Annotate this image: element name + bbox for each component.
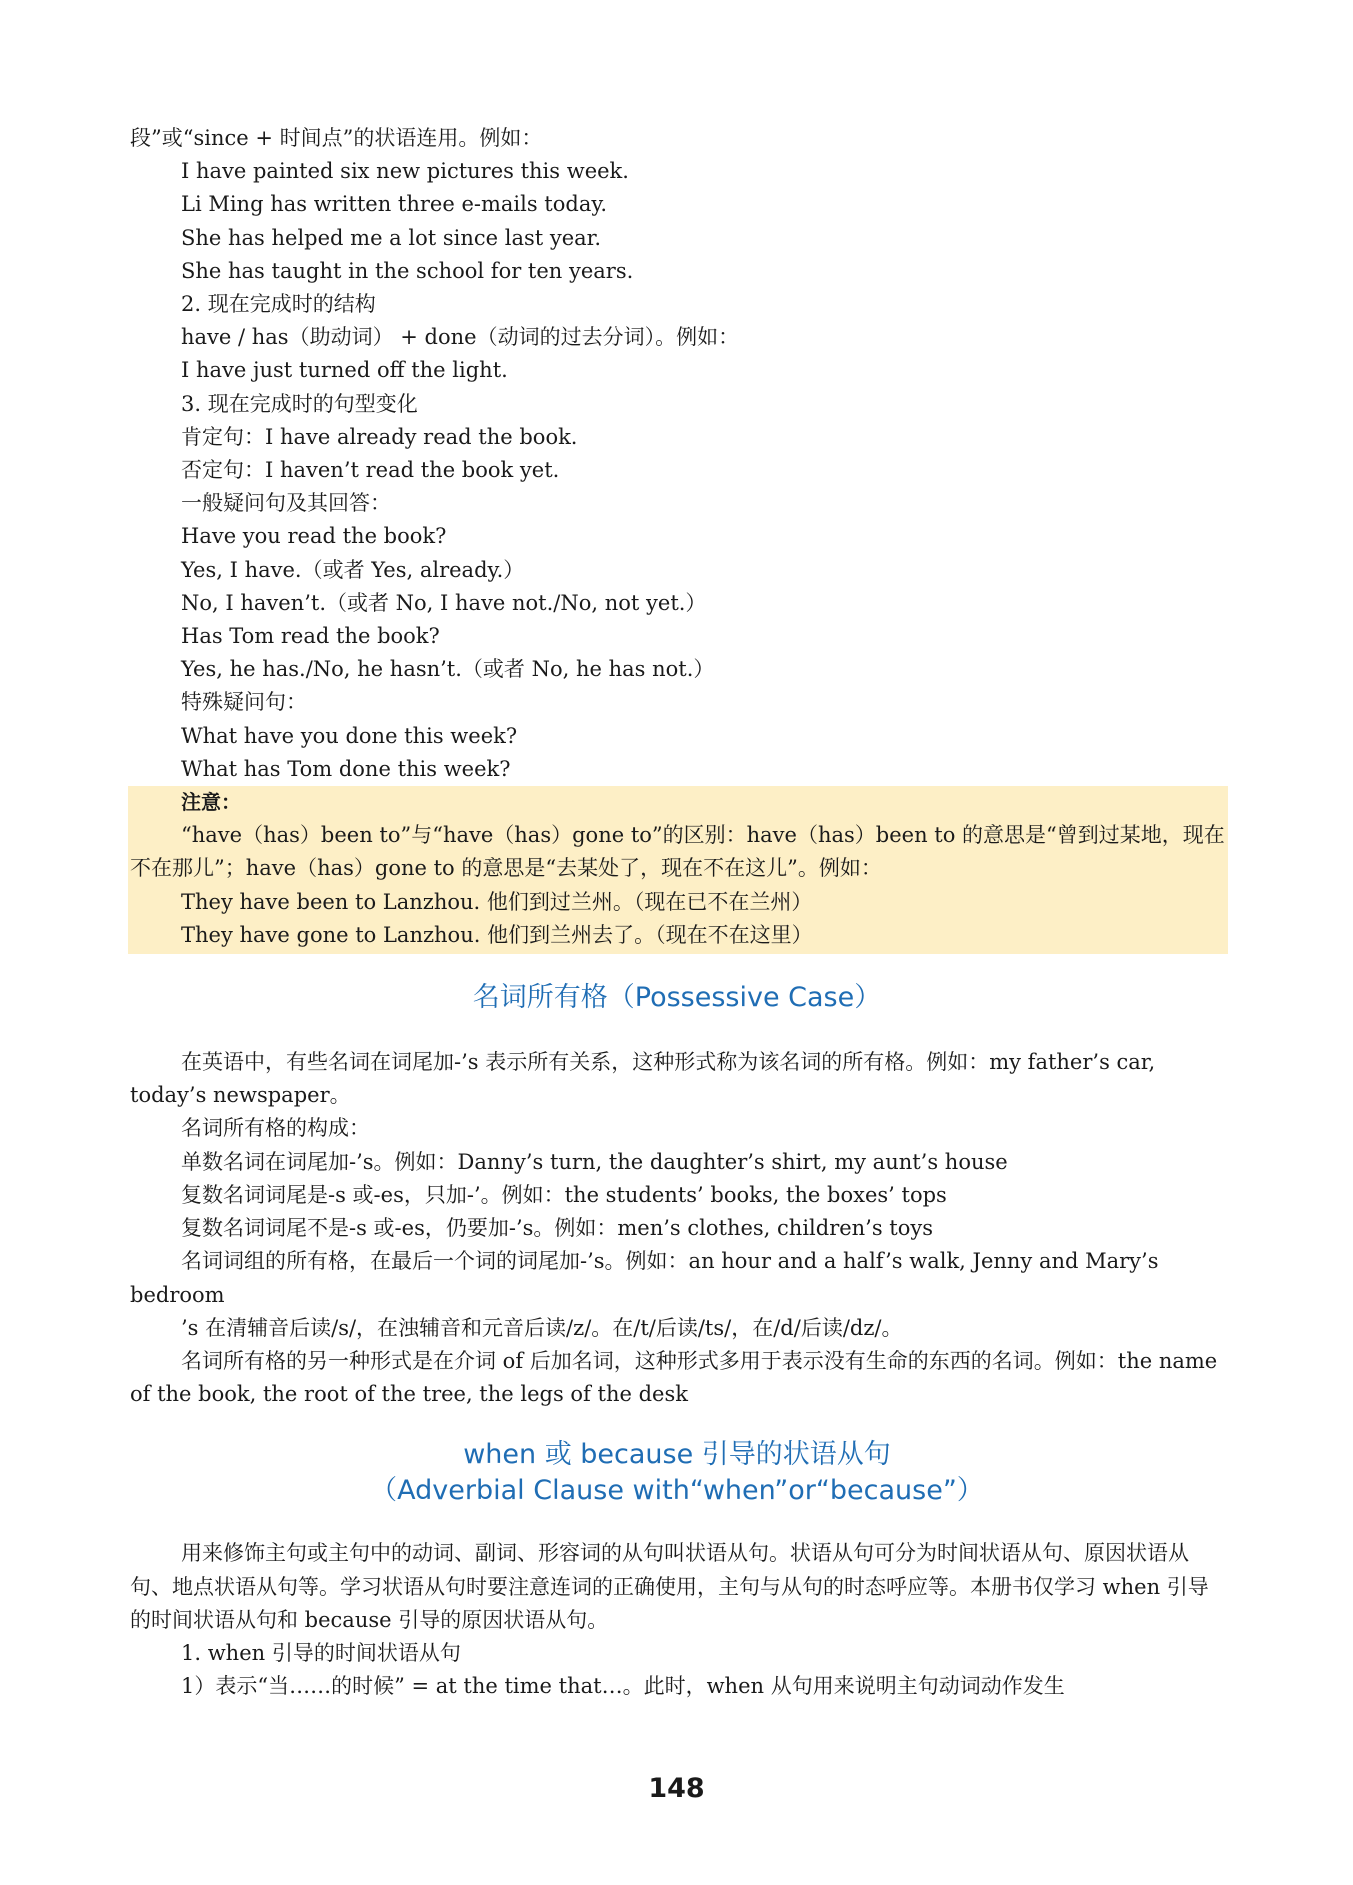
- example-sentence: She has helped me a lot since last year.: [181, 225, 602, 250]
- text-line: have / has（助动词） + done（动词的过去分词）。例如：: [181, 325, 740, 350]
- example-sentence: What have you done this week?: [181, 723, 518, 748]
- section-heading: 名词所有格（Possessive Case）: [472, 982, 882, 1014]
- example-sentence: No, I haven’t.（或者 No, I have not./No, not yet.）: [181, 590, 707, 615]
- note-box: [128, 786, 1228, 954]
- paragraph: 用来修饰主句或主句中的动词、副词、形容词的从句叫状语从句。状语从句可分为时间状语从句、原因状语从句、地点状语从句等。学习状语从句时要注意连词的正确使用，主句与从句的时态呼应等。本册书仅学习 when 引导的时间状语从句和 because 引导的原因状语从句。: [130, 1541, 1209, 1632]
- paragraph: 在英语中，有些名词在词尾加-’s 表示所有关系，这种形式称为该名词的所有格。例如：my father’s car, today’s newspaper。: [130, 1050, 1156, 1108]
- text-line: 否定句：I haven’t read the book yet.: [181, 458, 560, 483]
- note-example: They have been to Lanzhou. 他们到过兰州。（现在已不在兰州）: [181, 889, 813, 914]
- example-sentence: Have you read the book?: [181, 524, 447, 549]
- example-sentence: She has taught in the school for ten years.: [181, 258, 634, 283]
- section-heading-block: [130, 1437, 1224, 1509]
- note-example: They have gone to Lanzhou. 他们到兰州去了。（现在不在这里）: [181, 922, 813, 947]
- example-sentence: I have just turned off the light.: [181, 358, 508, 383]
- note-paragraph: “have（has）been to”与“have（has）gone to”的区别：have（has）been to 的意思是“曾到过某地，现在不在那儿”；have（has）gone to 的意思是“去某处了，现在不在这儿”。例如：: [130, 823, 1225, 881]
- text-line: ’s 在清辅音后读/s/，在浊辅音和元音后读/z/。在/t/后读/ts/，在/d/后读/dz/。: [181, 1315, 903, 1340]
- example-sentence: Yes, I have.（或者 Yes, already.）: [181, 557, 525, 582]
- text-line: 复数名词词尾是-s 或-es，只加-’。例如：the students’ books, the boxes’ tops: [181, 1182, 947, 1207]
- section-heading: when 或 because 引导的状语从句: [463, 1439, 891, 1471]
- subheading: 2. 现在完成时的结构: [181, 292, 376, 317]
- paragraph: 名词词组的所有格，在最后一个词的词尾加-’s。例如：an hour and a half’s walk, Jenny and Mary’s bedroom: [130, 1249, 1159, 1307]
- example-sentence: I have painted six new pictures this week.: [181, 159, 629, 184]
- example-sentence: Has Tom read the book?: [181, 624, 440, 649]
- section-heading-sub: （Adverbial Clause with“when”or“because”）: [370, 1475, 984, 1507]
- example-sentence: What has Tom done this week?: [181, 756, 511, 781]
- text-line: 特殊疑问句：: [181, 690, 307, 715]
- page-body: [130, 122, 1224, 1703]
- text-line: 1）表示“当……的时候” = at the time that…。此时，when 从句用来说明主句动词动作发生: [181, 1674, 1065, 1699]
- text-line: 一般疑问句及其回答：: [181, 491, 391, 516]
- page-number: 148: [648, 1773, 705, 1804]
- text-line: 名词所有格的构成：: [181, 1116, 370, 1141]
- example-sentence: Li Ming has written three e-mails today.: [181, 192, 608, 217]
- text-line: 段”或“since + 时间点”的状语连用。例如：: [130, 126, 543, 150]
- note-title: 注意：: [181, 790, 241, 815]
- text-line: 单数名词在词尾加-’s。例如：Danny’s turn, the daughter’s shirt, my aunt’s house: [181, 1149, 1008, 1174]
- paragraph: 名词所有格的另一种形式是在介词 of 后加名词，这种形式多用于表示没有生命的东西的名词。例如：the name of the book, the root of the tree, the legs of the desk: [130, 1348, 1218, 1407]
- example-sentence: Yes, he has./No, he hasn’t.（或者 No, he has not.）: [181, 657, 715, 682]
- subheading: 3. 现在完成时的句型变化: [181, 391, 418, 416]
- subheading: 1. when 引导的时间状语从句: [181, 1640, 461, 1665]
- text-line: 复数名词词尾不是-s 或-es，仍要加-’s。例如：men’s clothes, children’s toys: [181, 1216, 934, 1241]
- text-line: 肯定句：I have already read the book.: [181, 424, 578, 449]
